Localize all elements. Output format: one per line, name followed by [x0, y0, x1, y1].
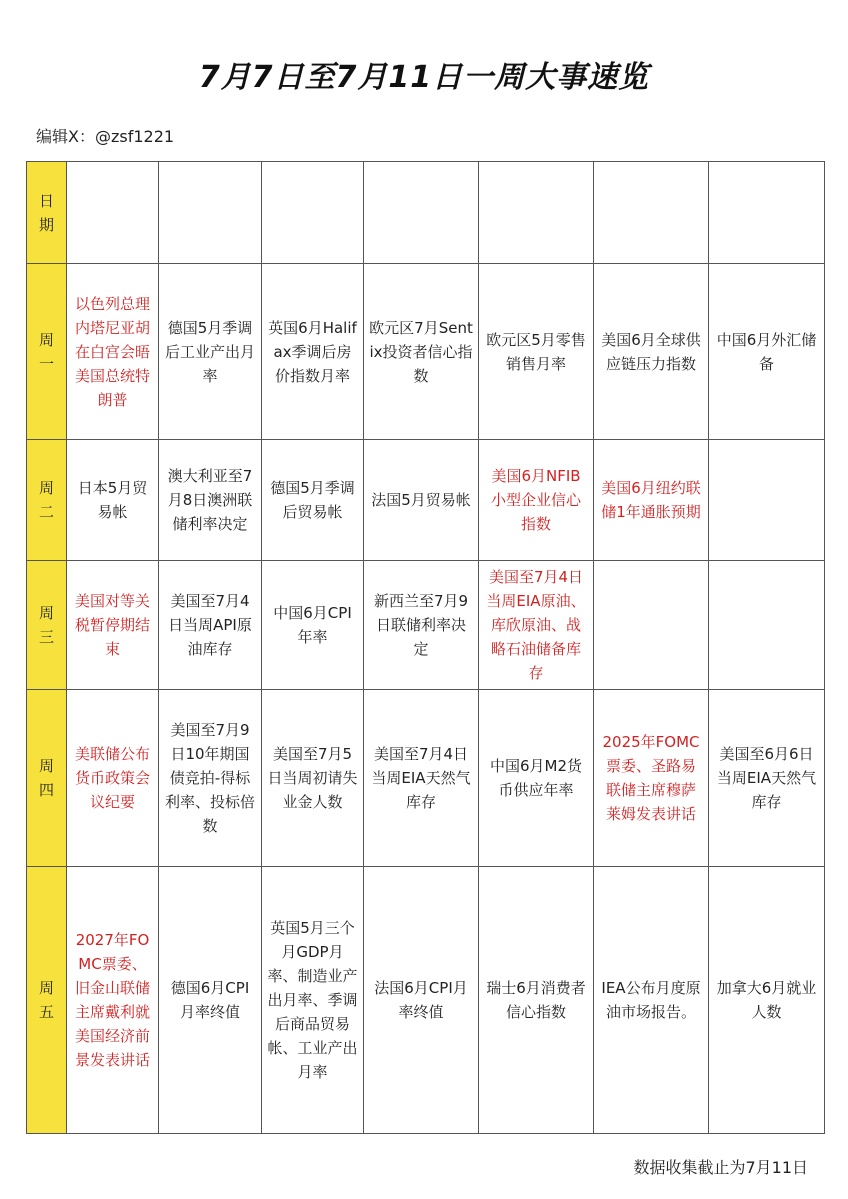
day-label: 周 四	[38, 757, 54, 799]
event-cell: 澳大利亚至7月8日澳洲联储利率决定	[159, 440, 262, 561]
day-row	[27, 867, 825, 1134]
event-cell: IEA公布月度原油市场报告。	[594, 867, 709, 1134]
event-cell	[594, 561, 709, 690]
event-cell: 2025年FOMC票委、圣路易联储主席穆萨莱姆发表讲话	[594, 690, 709, 867]
page-title: 7月7日至7月11日一周大事速览	[198, 60, 650, 95]
event-cell: 法国5月贸易帐	[364, 440, 479, 561]
event-cell: 新西兰至7月9日联储利率决定	[364, 561, 479, 690]
event-cell: 美国至7月4日当周API原油库存	[159, 561, 262, 690]
header-row	[27, 162, 825, 264]
day-row	[27, 561, 825, 690]
day-label-cell	[27, 690, 67, 867]
event-cell: 日本5月贸易帐	[67, 440, 159, 561]
event-cell: 美国6月NFIB小型企业信心指数	[479, 440, 594, 561]
day-label: 周 五	[38, 979, 54, 1021]
event-cell: 欧元区5月零售销售月率	[479, 264, 594, 440]
day-row	[27, 264, 825, 440]
event-cell: 德国5月季调后工业产出月率	[159, 264, 262, 440]
event-cell: 英国6月Halifax季调后房价指数月率	[262, 264, 364, 440]
event-cell: 中国6月外汇储备	[709, 264, 825, 440]
header-cell	[479, 162, 594, 264]
event-cell: 以色列总理内塔尼亚胡在白宫会晤美国总统特朗普	[67, 264, 159, 440]
event-cell: 2027年FOMC票委、旧金山联储主席戴利就美国经济前景发表讲话	[67, 867, 159, 1134]
date-header-label: 日 期	[38, 191, 54, 234]
day-label-cell	[27, 440, 67, 561]
event-cell: 美国6月全球供应链压力指数	[594, 264, 709, 440]
event-cell: 中国6月M2货币供应年率	[479, 690, 594, 867]
day-label-cell	[27, 264, 67, 440]
event-cell: 瑞士6月消费者信心指数	[479, 867, 594, 1134]
event-cell: 法国6月CPI月率终值	[364, 867, 479, 1134]
data-cutoff-note: 数据收集截止为7月11日	[633, 1158, 808, 1177]
day-label-cell	[27, 867, 67, 1134]
header-cell	[594, 162, 709, 264]
event-cell	[709, 440, 825, 561]
event-cell: 德国6月CPI月率终值	[159, 867, 262, 1134]
event-cell: 美国对等关税暂停期结束	[67, 561, 159, 690]
header-cell	[364, 162, 479, 264]
weekly-events-table	[26, 161, 825, 1134]
event-cell: 欧元区7月Sentix投资者信心指数	[364, 264, 479, 440]
header-cell	[67, 162, 159, 264]
event-cell: 美国至7月5日当周初请失业金人数	[262, 690, 364, 867]
event-cell: 美国至7月4日当周EIA原油、库欣原油、战略石油储备库存	[479, 561, 594, 690]
header-cell	[159, 162, 262, 264]
day-label: 周 三	[38, 604, 54, 646]
day-label: 周 二	[38, 479, 54, 521]
day-row	[27, 440, 825, 561]
event-cell: 英国5月三个月GDP月率、制造业产出月率、季调后商品贸易帐、工业产出月率	[262, 867, 364, 1134]
date-header-cell	[27, 162, 67, 264]
header-cell	[709, 162, 825, 264]
event-cell: 德国5月季调后贸易帐	[262, 440, 364, 561]
day-label: 周 一	[38, 330, 54, 373]
header-cell	[262, 162, 364, 264]
editor-credit: 编辑X：@zsf1221	[36, 127, 175, 146]
event-cell: 美联储公布货币政策会议纪要	[67, 690, 159, 867]
event-cell: 美国至7月4日当周EIA天然气库存	[364, 690, 479, 867]
event-cell: 美国6月纽约联储1年通胀预期	[594, 440, 709, 561]
event-cell: 美国至6月6日当周EIA天然气库存	[709, 690, 825, 867]
day-row	[27, 690, 825, 867]
day-label-cell	[27, 561, 67, 690]
event-cell: 美国至7月9日10年期国债竞拍-得标利率、投标倍数	[159, 690, 262, 867]
event-cell: 加拿大6月就业人数	[709, 867, 825, 1134]
event-cell	[709, 561, 825, 690]
event-cell: 中国6月CPI年率	[262, 561, 364, 690]
